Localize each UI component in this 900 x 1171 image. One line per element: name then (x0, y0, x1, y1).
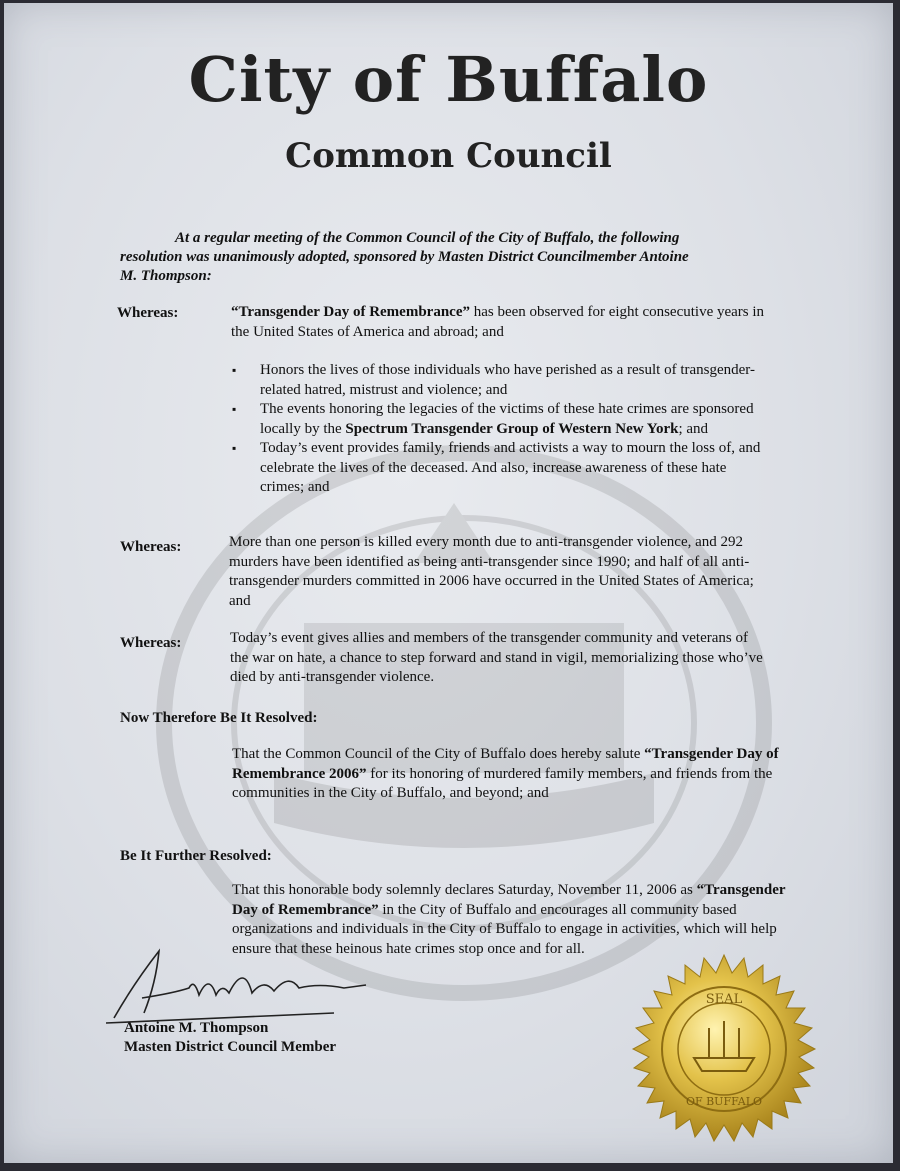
whereas-text-1 (231, 303, 776, 342)
bullet-1-text: Honors the lives of those individuals who have perished as a result of transgender-related hatred, mistrust and violence; and (260, 362, 755, 398)
whereas-label-1: Whereas: (117, 305, 179, 321)
whereas-1-bold: “Transgender Day of Remembrance” (231, 304, 470, 320)
document-page (4, 3, 893, 1163)
page-subtitle: Common Council (285, 136, 612, 176)
signatory-title: Masten District Council Member (124, 1039, 337, 1055)
resolved-text (232, 745, 787, 804)
signatory-block (124, 1019, 336, 1057)
resolved-pre: That the Common Council of the City of Buffalo does hereby salute (232, 746, 645, 762)
signatory-name: Antoine M. Thompson (124, 1020, 269, 1036)
page-title: City of Buffalo (188, 43, 709, 116)
whereas-label-3: Whereas: (120, 635, 182, 651)
whereas-text-2: More than one person is killed every month due to anti-transgender violence, and 292 murders have been identified as being anti-transgender since 1990; and half of all anti-transgender murders committed in 2006 have occurred in the United States of America; and (229, 534, 754, 609)
intro-paragraph (120, 229, 790, 286)
whereas-1-rest: has been observed for eight consecutive years in the United States of America and abroad; and (231, 304, 765, 340)
whereas-bullet-list (232, 361, 772, 498)
resolved-bold: “Transgender Day of Remembrance 2006” (232, 746, 779, 782)
bullet-3-text: Today’s event provides family, friends and activists a way to mourn the loss of, and celebrate the lives of the deceased. And also, increase awareness of these hate crimes; and (260, 440, 761, 495)
seal-bottom-text: OF BUFFALO (685, 1095, 763, 1108)
gold-seal (614, 953, 834, 1163)
further-post: in the City of Buffalo and encourages all community based organizations and individuals in the City of Buffalo to engage in activities, which will help ensure that these heinous hate crimes stop once and for all. (232, 901, 777, 957)
bullet-item-3 (232, 439, 772, 498)
further-resolved-label: Be It Further Resolved: (120, 848, 272, 864)
intro-line-3: M. Thompson: (120, 268, 212, 284)
bullet-item-2 (232, 400, 772, 439)
seal-top-text: SEAL (705, 992, 743, 1007)
bullet-2-post: ; and (678, 420, 709, 437)
resolved-label: Now Therefore Be It Resolved: (120, 710, 318, 726)
further-pre: That this honorable body solemnly declares Saturday, November 11, 2006 as (232, 882, 697, 898)
intro-line-2: resolution was unanimously adopted, sponsored by Masten District Councilmember Antoine (120, 249, 689, 265)
bullet-item-1 (232, 361, 772, 400)
whereas-text-3: Today’s event gives allies and members of the transgender community and veterans of the war on hate, a chance to step forward and stand in vigil, memorializing those who’ve died by anti-transgender violence. (230, 630, 763, 685)
bullet-2-bold: Spectrum Transgender Group of Western New York (345, 420, 679, 437)
further-bold: “Transgender Day of Remembrance” (232, 882, 786, 918)
intro-line-1: At a regular meeting of the Common Council of the City of Buffalo, the following (175, 230, 680, 246)
resolved-post: for its honoring of murdered family members, and friends from the communities in the City of Buffalo, and beyond; and (232, 765, 773, 801)
whereas-label-2: Whereas: (120, 539, 182, 555)
bullet-2-pre: The events honoring the legacies of the victims of these hate crimes are sponsored locally by the (260, 401, 754, 437)
